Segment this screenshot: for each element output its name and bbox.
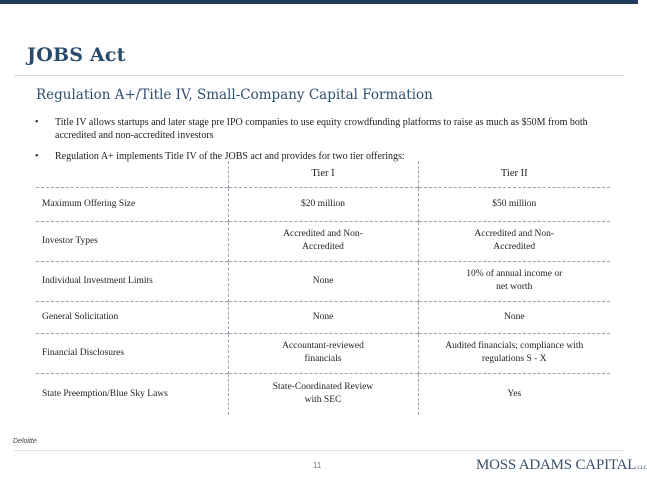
title-divider xyxy=(14,75,624,76)
row-label: Individual Investment Limits xyxy=(42,275,153,286)
tier-2-cell: 10% of annual income or net worth xyxy=(418,261,610,301)
tier-1-cell: None xyxy=(228,301,418,333)
tier-2-cell: Yes xyxy=(418,373,610,415)
tier-1-cell: $20 million xyxy=(228,187,418,221)
header-tier-2: Tier II xyxy=(418,161,610,187)
table-row xyxy=(36,221,610,261)
table-row xyxy=(36,261,610,301)
header-tier-1: Tier I xyxy=(228,161,418,187)
bullet-marker: • xyxy=(35,151,39,162)
slide-title: JOBS Act xyxy=(27,44,126,66)
company-logo xyxy=(476,457,647,474)
tier-2-cell: $50 million xyxy=(418,187,610,221)
table-row xyxy=(36,301,610,333)
row-label: Maximum Offering Size xyxy=(42,198,136,209)
row-label: General Solicitation xyxy=(42,311,119,322)
source-note: Deloitte xyxy=(13,438,37,445)
tier-comparison-table xyxy=(36,161,610,415)
bullet-text: Regulation A+ implements Title IV of the JOBS act and provides for two tier offerings: xyxy=(55,151,405,162)
row-label: State Preemption/Blue Sky Laws xyxy=(42,388,168,399)
row-label: Investor Types xyxy=(42,235,98,246)
table-row xyxy=(36,187,610,221)
tier-2-cell: None xyxy=(418,301,610,333)
header-empty-cell xyxy=(36,161,228,187)
table-row xyxy=(36,373,610,415)
tier-2-cell: Audited financials; compliance with regulations S - X xyxy=(418,333,610,373)
tier-1-cell: None xyxy=(228,261,418,301)
table-header-row xyxy=(36,161,610,187)
row-label: Financial Disclosures xyxy=(42,347,125,358)
tier-1-cell: Accountant-reviewed financials xyxy=(228,333,418,373)
tier-2-cell: Accredited and Non- Accredited xyxy=(418,221,610,261)
bullet-text: Title IV allows startups and later stage pre IPO companies to use equity crowdfunding platforms to raise as much as $50M from both accredited and non-accredited investors xyxy=(55,117,588,141)
bullet-marker: • xyxy=(35,117,39,128)
logo-text: MOSS ADAMS CAPITAL xyxy=(476,457,637,473)
tier-1-cell: State-Coordinated Review with SEC xyxy=(228,373,418,415)
tier-1-cell: Accredited and Non- Accredited xyxy=(228,221,418,261)
bullet-item xyxy=(33,116,613,142)
footer-divider xyxy=(14,450,624,451)
slide-subtitle: Regulation A+/Title IV, Small-Company Capital Formation xyxy=(36,87,433,103)
table-row xyxy=(36,333,610,373)
page-number: 11 xyxy=(313,461,322,470)
logo-suffix: LLC xyxy=(637,465,647,471)
top-accent-bar xyxy=(0,0,638,4)
